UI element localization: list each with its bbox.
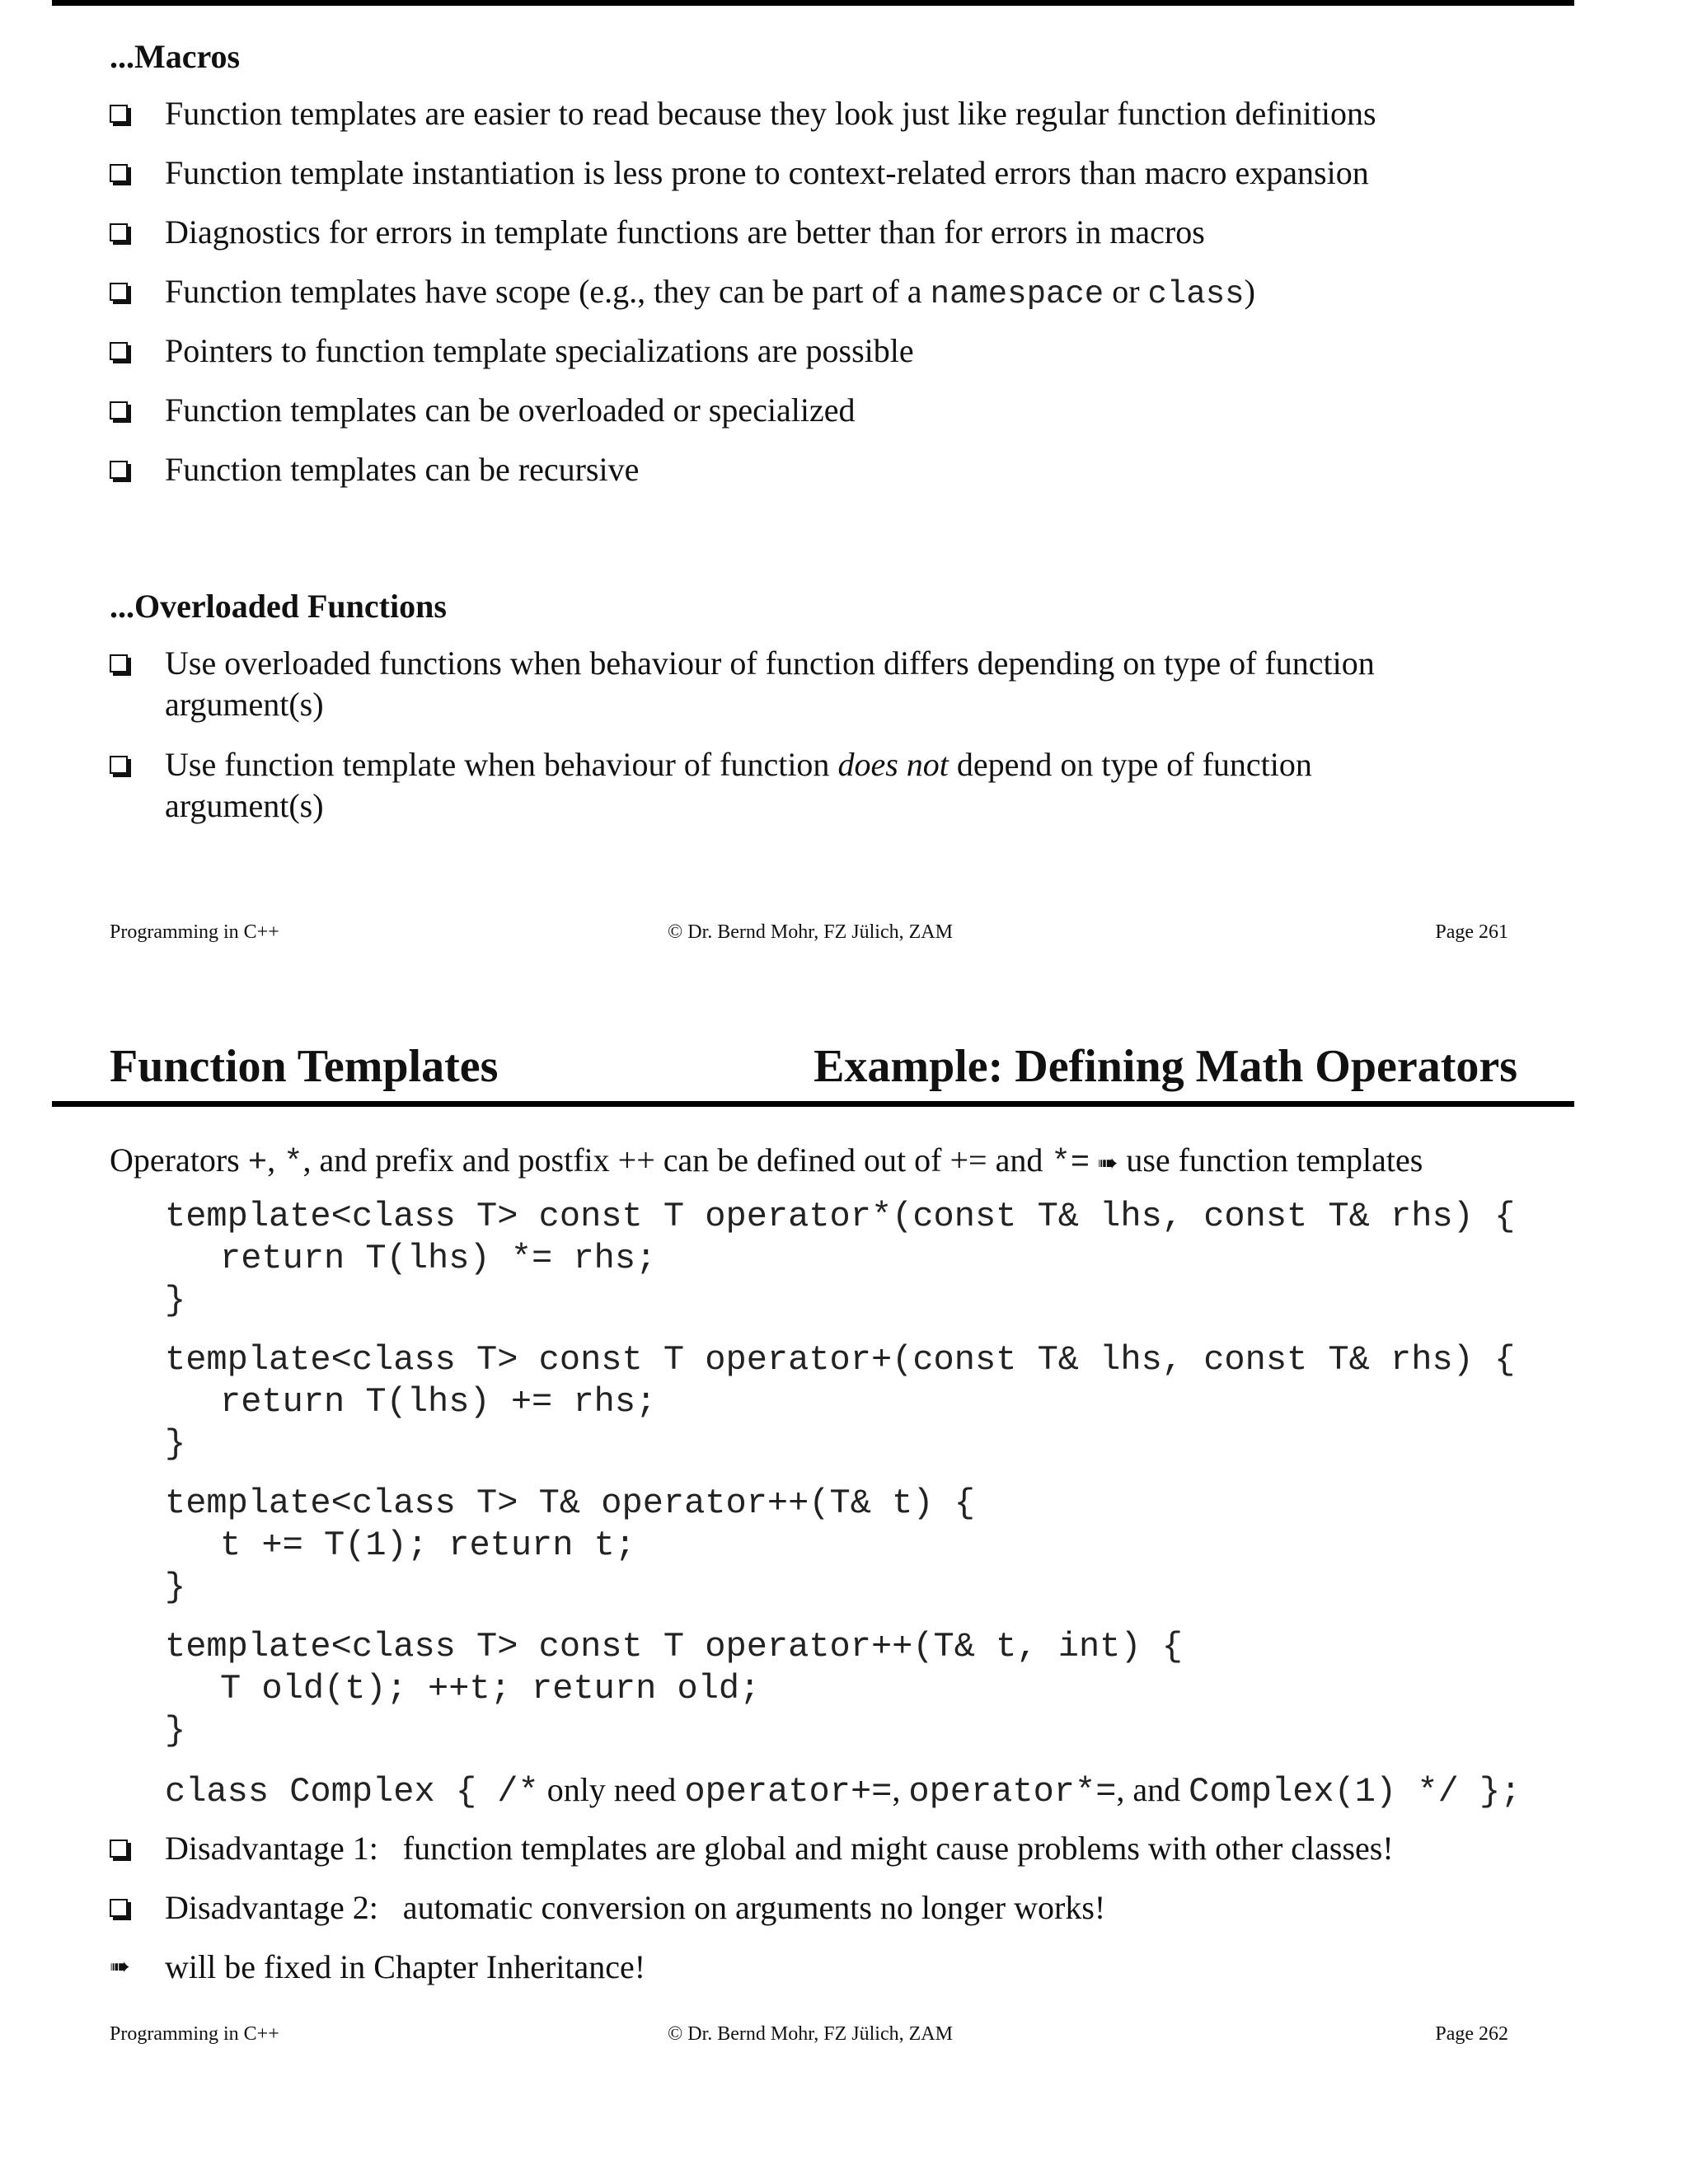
footer-left: Programming in C++ — [110, 921, 279, 943]
class-comment-text: only need — [538, 1771, 685, 1808]
page-title: Function Templates — [110, 1041, 499, 1092]
list-item — [110, 330, 1527, 372]
list-item — [110, 1828, 1527, 1869]
intro-code: + — [247, 1145, 268, 1181]
item-text-suffix: depend on type of function — [948, 746, 1312, 783]
code-line: template<class T> T& operator++(T& t) { — [165, 1483, 975, 1523]
checkbox-bullet-icon — [110, 461, 128, 479]
list-item-text: Pointers to function template specializations are possible — [165, 332, 914, 369]
list-item — [110, 93, 1527, 134]
checkbox-bullet-icon — [110, 756, 128, 774]
code-line: template<class T> const T operator+(const T& lhs, const T& rhs) { — [165, 1340, 1516, 1380]
footer-center: © Dr. Bernd Mohr, FZ Jülich, ZAM — [668, 921, 953, 943]
checkbox-bullet-icon — [110, 164, 128, 182]
code-namespace: namespace — [930, 276, 1104, 312]
list-item-text: Disadvantage 2: automatic conversion on arguments no longer works! — [165, 1889, 1106, 1926]
intro-part: use function templates — [1126, 1141, 1423, 1179]
intro-text — [110, 1140, 1423, 1184]
intro-code: *= — [1051, 1145, 1090, 1181]
intro-op: ++ — [617, 1141, 655, 1179]
item-text-emphasis: does not — [837, 746, 949, 783]
class-comment-text: , — [892, 1771, 909, 1808]
code-line: } — [165, 1711, 186, 1750]
checkbox-bullet-icon — [110, 401, 128, 419]
intro-op: += — [950, 1141, 987, 1179]
checkbox-bullet-icon — [110, 105, 128, 123]
code-line: return T(lhs) += rhs; — [220, 1382, 657, 1422]
list-item — [110, 271, 1527, 315]
checkbox-bullet-icon — [110, 342, 128, 360]
intro-part: Operators — [110, 1141, 248, 1179]
class-code: operator*= — [908, 1772, 1117, 1811]
footer-center: © Dr. Bernd Mohr, FZ Jülich, ZAM — [668, 2023, 953, 2045]
intro-code: * — [284, 1145, 303, 1181]
list-item-text-cont: argument(s) — [165, 686, 324, 723]
list-item-text — [165, 746, 1312, 783]
code-line: return T(lhs) *= rhs; — [220, 1239, 657, 1278]
list-item-text: Function template instantiation is less prone to context-related errors than macro expansion — [165, 154, 1369, 191]
scope-text-middle: or — [1104, 273, 1148, 310]
list-item-text — [165, 273, 1255, 310]
overloaded-heading: ...Overloaded Functions — [110, 588, 447, 625]
list-item-text-cont: argument(s) — [165, 787, 324, 824]
list-item — [110, 449, 1527, 490]
code-line: } — [165, 1568, 186, 1607]
list-item-text: will be fixed in Chapter Inheritance! — [165, 1948, 646, 1985]
code-line: } — [165, 1424, 186, 1464]
checkbox-bullet-icon — [110, 654, 128, 673]
list-item — [110, 390, 1527, 431]
code-line: } — [165, 1281, 186, 1320]
class-code: operator+= — [684, 1772, 893, 1811]
scope-text-suffix: ) — [1244, 273, 1255, 310]
intro-part: can be defined out of — [654, 1141, 950, 1179]
footer-page-number: Page 261 — [1435, 921, 1508, 943]
intro-part: and — [987, 1141, 1052, 1179]
list-item-text: Diagnostics for errors in template functions are better than for errors in macros — [165, 213, 1205, 251]
page-subtitle: Example: Defining Math Operators — [814, 1041, 1517, 1092]
class-code: class Complex { /* — [165, 1772, 539, 1811]
code-line: t += T(1); return t; — [220, 1526, 636, 1565]
title-rule — [52, 1101, 1574, 1107]
list-item-text: Function templates can be recursive — [165, 451, 640, 488]
footer-page-number: Page 262 — [1435, 2023, 1508, 2045]
list-item-text: Function templates are easier to read because they look just like regular function definitions — [165, 95, 1376, 132]
list-item — [110, 1947, 1527, 1988]
top-rule — [52, 0, 1574, 6]
list-item — [110, 744, 1527, 827]
class-declaration-line — [165, 1769, 1521, 1813]
list-item-text: Function templates can be overloaded or specialized — [165, 391, 856, 429]
checkbox-bullet-icon — [110, 1840, 128, 1858]
list-item — [110, 643, 1527, 725]
checkbox-bullet-icon — [110, 223, 128, 241]
class-code: Complex(1) */ }; — [1189, 1772, 1522, 1811]
checkbox-bullet-icon — [110, 1899, 128, 1917]
list-item — [110, 212, 1527, 253]
code-line: template<class T> const T operator*(const T& lhs, const T& rhs) { — [165, 1197, 1516, 1236]
list-item-text: Use overloaded functions when behaviour of function differs depending on type of function — [165, 644, 1375, 682]
footer-left: Programming in C++ — [110, 2023, 279, 2045]
intro-part: , and prefix and postfix — [302, 1141, 618, 1179]
arrow-icon: ➠ — [1090, 1149, 1127, 1178]
code-line: T old(t); ++t; return old; — [220, 1669, 761, 1708]
item-text-prefix: Use function template when behaviour of function — [165, 746, 838, 783]
scope-text-prefix: Function templates have scope (e.g., they can be part of a — [165, 273, 931, 310]
list-item-text: Disadvantage 1: function templates are global and might cause problems with other classes! — [165, 1830, 1394, 1867]
intro-part: , — [267, 1141, 284, 1179]
class-comment-text: , and — [1116, 1771, 1189, 1808]
list-item — [110, 152, 1527, 194]
list-item — [110, 1887, 1527, 1929]
macros-heading: ...Macros — [110, 38, 241, 75]
code-class: class — [1147, 276, 1245, 312]
checkbox-bullet-icon — [110, 283, 128, 301]
arrow-icon: ➠ — [110, 1952, 131, 1981]
code-line: template<class T> const T operator++(T& t, int) { — [165, 1627, 1184, 1666]
